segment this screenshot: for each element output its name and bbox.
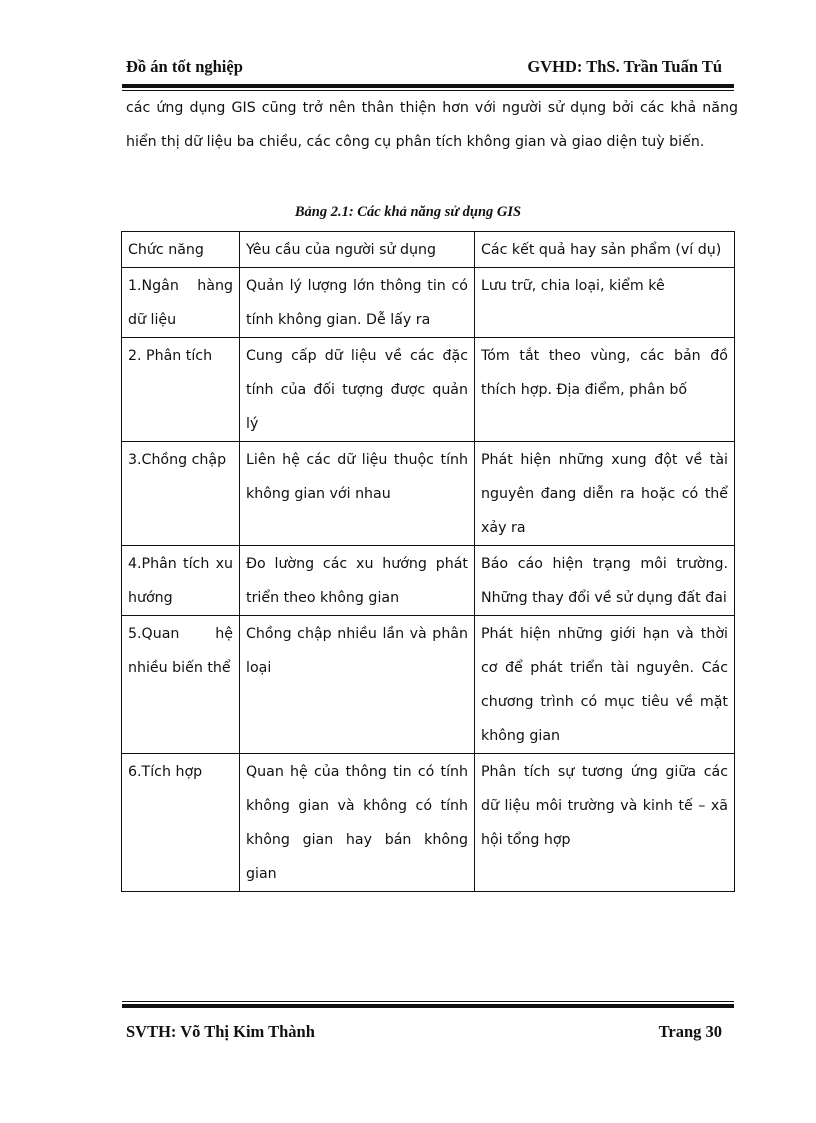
table-cell: Cung cấp dữ liệu về các đặc tính của đối tượng được quản lý bbox=[240, 338, 475, 442]
table-row bbox=[122, 754, 735, 892]
table-row bbox=[122, 442, 735, 546]
header-document-type: Đồ án tốt nghiệp bbox=[126, 57, 243, 76]
page-number: Trang 30 bbox=[658, 1022, 722, 1041]
table-row bbox=[122, 616, 735, 754]
table-cell: 6.Tích hợp bbox=[122, 754, 240, 892]
table-caption: Bảng 2.1: Các khả năng sử dụng GIS bbox=[294, 204, 522, 220]
table-cell: 3.Chồng chập bbox=[122, 442, 240, 546]
table-cell: Chồng chập nhiều lần và phân loại bbox=[240, 616, 475, 754]
table-cell: Đo lường các xu hướng phát triển theo không gian bbox=[240, 546, 475, 616]
page-footer bbox=[126, 1022, 722, 1048]
header-cell-results: Các kết quả hay sản phẩm (ví dụ) bbox=[475, 232, 735, 268]
header-supervisor: GVHD: ThS. Trần Tuấn Tú bbox=[527, 57, 722, 76]
header-divider bbox=[122, 84, 734, 91]
table-cell: 4.Phân tích xu hướng bbox=[122, 546, 240, 616]
table-cell: Phát hiện những xung đột về tài nguyên đang diễn ra hoặc có thể xảy ra bbox=[475, 442, 735, 546]
capabilities-table bbox=[121, 231, 735, 892]
table-row bbox=[122, 268, 735, 338]
table-header-row bbox=[122, 232, 735, 268]
table-cell: Quản lý lượng lớn thông tin có tính không gian. Dễ lấy ra bbox=[240, 268, 475, 338]
page-header bbox=[126, 57, 722, 83]
table-cell: 2. Phân tích bbox=[122, 338, 240, 442]
body-paragraph: các ứng dụng GIS cũng trở nên thân thiện hơn với người sử dụng bởi các khả năng hiển thị dữ liệu ba chiều, các công cụ phân tích không gian và giao diện tuỳ biến. bbox=[126, 100, 738, 150]
table-cell: Tóm tắt theo vùng, các bản đồ thích hợp. Địa điểm, phân bố bbox=[475, 338, 735, 442]
table-cell: 5.Quan hệ nhiều biến thể bbox=[122, 616, 240, 754]
footer-student: SVTH: Võ Thị Kim Thành bbox=[126, 1022, 315, 1041]
table-row bbox=[122, 546, 735, 616]
table-cell: Báo cáo hiện trạng môi trường. Những thay đổi về sử dụng đất đai bbox=[475, 546, 735, 616]
table-cell: Phát hiện những giới hạn và thời cơ để phát triển tài nguyên. Các chương trình có mục tiêu về mặt không gian bbox=[475, 616, 735, 754]
header-cell-function: Chức năng bbox=[122, 232, 240, 268]
table-row bbox=[122, 338, 735, 442]
footer-divider bbox=[122, 1001, 734, 1008]
table-cell: Phân tích sự tương ứng giữa các dữ liệu môi trường và kinh tế – xã hội tổng hợp bbox=[475, 754, 735, 892]
table-cell: Lưu trữ, chia loại, kiểm kê bbox=[475, 268, 735, 338]
table-cell: Quan hệ của thông tin có tính không gian và không có tính không gian hay bán không gian bbox=[240, 754, 475, 892]
header-cell-user-requirement: Yêu cầu của người sử dụng bbox=[240, 232, 475, 268]
table-cell: Liên hệ các dữ liệu thuộc tính không gian với nhau bbox=[240, 442, 475, 546]
table-cell: 1.Ngân hàng dữ liệu bbox=[122, 268, 240, 338]
